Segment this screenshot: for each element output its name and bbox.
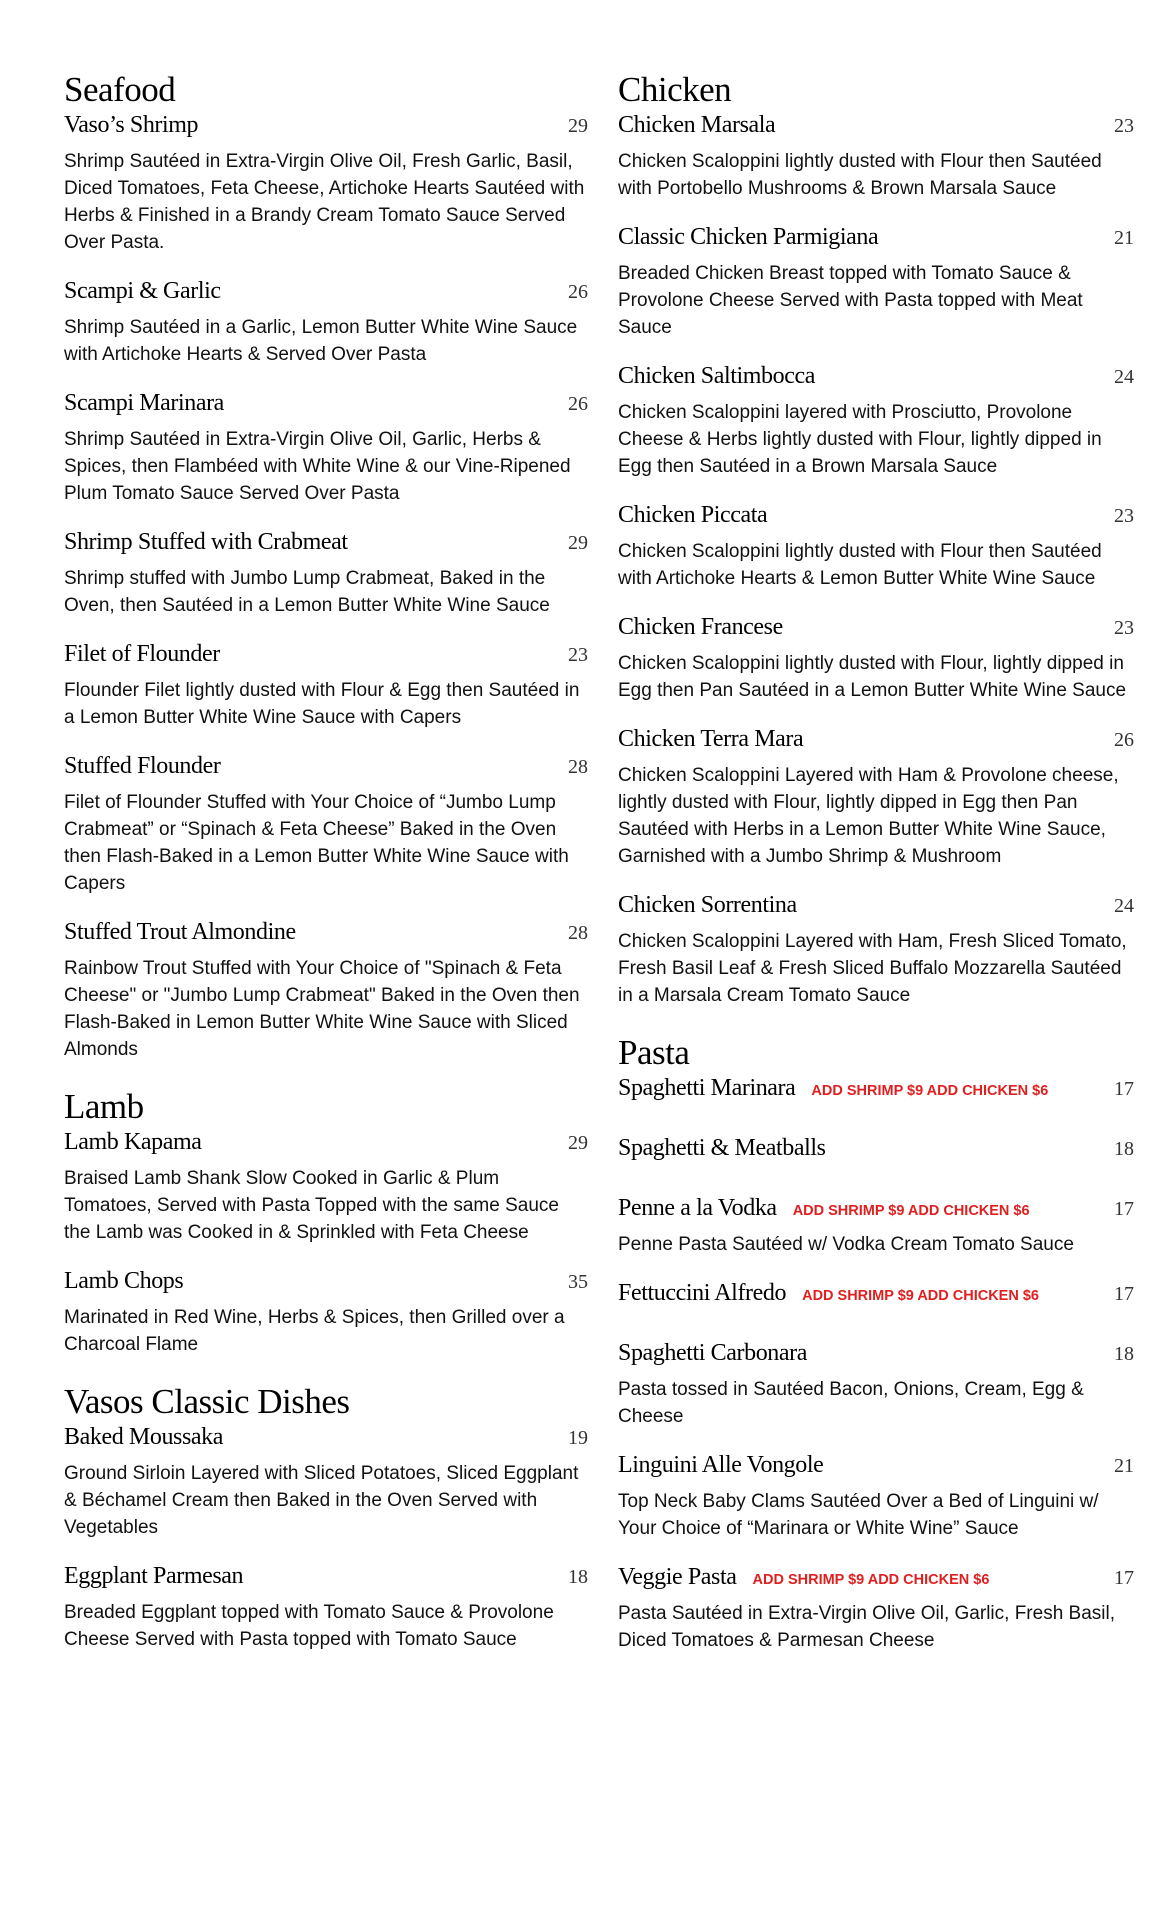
- section-title: Vasos Classic Dishes: [64, 1382, 350, 1421]
- menu-item: [618, 224, 1134, 341]
- menu-item: [618, 1195, 1134, 1258]
- menu-item-price: 26: [568, 281, 588, 303]
- menu-item-price: 29: [568, 1132, 588, 1154]
- menu-item-header: [618, 1280, 1134, 1316]
- menu-item-description: Chicken Scaloppini lightly dusted with Flour then Sautéed with Artichoke Hearts & Lemon Butter White Wine Sauce: [618, 541, 1102, 589]
- menu-item-name: Penne a la Vodka: [618, 1195, 777, 1221]
- menu-item: [618, 1564, 1134, 1654]
- menu-item-price: 28: [568, 756, 588, 778]
- menu-item-header: [618, 502, 1134, 538]
- menu-item-name: Filet of Flounder: [64, 641, 220, 667]
- menu-item-header: [618, 1564, 1134, 1600]
- menu-item-description: Rainbow Trout Stuffed with Your Choice of "Spinach & Feta Cheese" or "Jumbo Lump Crabmeat" Baked in the Oven then Flash-Baked in Lemon Butter White Wine Sauce with Sliced Almonds: [64, 958, 580, 1060]
- menu-item-header: [64, 529, 588, 565]
- menu-item-name: Lamb Kapama: [64, 1129, 202, 1155]
- menu-item-header: [618, 363, 1134, 399]
- menu-item-price: 35: [568, 1271, 588, 1293]
- menu-item-name: Baked Moussaka: [64, 1424, 224, 1450]
- menu-item-price: 28: [568, 922, 588, 944]
- section-lamb: [64, 1085, 588, 1358]
- menu-item-header: [618, 112, 1134, 148]
- menu-item-price: 24: [1114, 366, 1134, 388]
- menu-item: [64, 753, 588, 897]
- menu-item-header: [618, 1452, 1134, 1488]
- menu-item: [64, 529, 588, 619]
- menu-item: [618, 614, 1134, 704]
- menu-item-description: Chicken Scaloppini lightly dusted with Flour then Sautéed with Portobello Mushrooms & Brown Marsala Sauce: [618, 151, 1102, 199]
- menu-item-price: 17: [1114, 1078, 1134, 1100]
- menu-item-header: [618, 614, 1134, 650]
- menu-item-price: 24: [1114, 895, 1134, 917]
- menu-item-description: Filet of Flounder Stuffed with Your Choice of “Jumbo Lump Crabmeat” or “Spinach & Feta Cheese” Baked in the Oven then Flash-Baked in a Lemon Butter White Wine Sauce with Capers: [64, 792, 569, 894]
- menu-item-description: Chicken Scaloppini Layered with Ham & Provolone cheese, lightly dusted with Flour, lightly dipped in Egg then Pan Sautéed with Herbs in a Lemon Butter White Wine Sauce, Garnished with a Jumbo Shrimp & Mushroom: [618, 765, 1119, 867]
- section-title: Seafood: [64, 70, 176, 109]
- menu-item-header: [64, 641, 588, 677]
- left-column: [64, 68, 588, 1675]
- menu-item-description: Marinated in Red Wine, Herbs & Spices, then Grilled over a Charcoal Flame: [64, 1307, 565, 1355]
- menu-item-description: Pasta tossed in Sautéed Bacon, Onions, Cream, Egg & Cheese: [618, 1379, 1084, 1427]
- menu-item-description: Breaded Chicken Breast topped with Tomato Sauce & Provolone Cheese Served with Pasta topped with Meat Sauce: [618, 263, 1083, 338]
- menu-item: [618, 892, 1134, 1009]
- menu-item: [618, 1135, 1134, 1171]
- menu-item-description: Chicken Scaloppini layered with Prosciutto, Provolone Cheese & Herbs lightly dusted with Flour, lightly dipped in Egg then Sautéed in a Brown Marsala Sauce: [618, 402, 1102, 477]
- menu-item: [64, 641, 588, 731]
- section-title: Lamb: [64, 1087, 144, 1126]
- menu-item: [64, 1268, 588, 1358]
- menu-item-price: 29: [568, 115, 588, 137]
- menu-item-header: [618, 1135, 1134, 1171]
- menu-item-description: Shrimp Sautéed in a Garlic, Lemon Butter White Wine Sauce with Artichoke Hearts & Served Over Pasta: [64, 317, 578, 365]
- menu-item-description: Breaded Eggplant topped with Tomato Sauce & Provolone Cheese Served with Pasta topped with Tomato Sauce: [64, 1602, 554, 1650]
- menu-item-description: Shrimp Sautéed in Extra-Virgin Olive Oil, Garlic, Herbs & Spices, then Flambéed with White Wine & our Vine-Ripened Plum Tomato Sauce Served Over Pasta: [64, 429, 571, 504]
- menu-item-name: Veggie Pasta: [618, 1564, 737, 1590]
- menu-item-name: Shrimp Stuffed with Crabmeat: [64, 529, 348, 555]
- add-on-note: ADD SHRIMP $9 ADD CHICKEN $6: [792, 1203, 1030, 1219]
- menu-item-name: Lamb Chops: [64, 1268, 184, 1294]
- menu-item-description: Ground Sirloin Layered with Sliced Potatoes, Sliced Eggplant & Béchamel Cream then Baked in the Oven Served with Vegetables: [64, 1463, 579, 1538]
- menu-item-description: Top Neck Baby Clams Sautéed Over a Bed of Linguini w/ Your Choice of “Marinara or White Wine” Sauce: [618, 1491, 1099, 1539]
- menu-item: [64, 1563, 588, 1653]
- menu-item-header: [64, 1129, 588, 1165]
- menu-item-name: Spaghetti & Meatballs: [618, 1135, 826, 1161]
- menu-item: [618, 726, 1134, 870]
- menu-item-price: 18: [1114, 1343, 1134, 1365]
- menu-item-description: Penne Pasta Sautéed w/ Vodka Cream Tomato Sauce: [618, 1234, 1074, 1255]
- menu-item-price: 23: [1114, 505, 1134, 527]
- menu-item-name: Chicken Terra Mara: [618, 726, 804, 752]
- menu-item-description: Chicken Scaloppini Layered with Ham, Fresh Sliced Tomato, Fresh Basil Leaf & Fresh Sliced Buffalo Mozzarella Sautéed in a Marsala Cream Tomato Sauce: [618, 931, 1127, 1006]
- section-title: Pasta: [618, 1033, 690, 1072]
- menu-item-price: 17: [1114, 1567, 1134, 1589]
- menu-item-price: 23: [568, 644, 588, 666]
- add-on-note: ADD SHRIMP $9 ADD CHICKEN $6: [811, 1083, 1049, 1099]
- menu-item-header: [618, 1340, 1134, 1376]
- menu-item-description: Flounder Filet lightly dusted with Flour & Egg then Sautéed in a Lemon Butter White Wine Sauce with Capers: [64, 680, 580, 728]
- menu-item-price: 17: [1114, 1283, 1134, 1305]
- menu-item-name: Chicken Saltimbocca: [618, 363, 816, 389]
- menu-item-description: Braised Lamb Shank Slow Cooked in Garlic & Plum Tomatoes, Served with Pasta Topped with the same Sauce the Lamb was Cooked in & Sprinkled with Feta Cheese: [64, 1168, 559, 1243]
- add-on-note: ADD SHRIMP $9 ADD CHICKEN $6: [802, 1288, 1039, 1304]
- menu-item-price: 18: [568, 1566, 588, 1588]
- menu-item-price: 29: [568, 532, 588, 554]
- menu-item: [618, 1280, 1134, 1316]
- menu-item-name: Vaso’s Shrimp: [64, 112, 199, 138]
- menu-item-price: 21: [1114, 227, 1134, 249]
- menu-item-header: [618, 1195, 1134, 1231]
- menu-item: [64, 919, 588, 1063]
- menu-item-name: Chicken Marsala: [618, 112, 776, 138]
- menu-item: [618, 1452, 1134, 1542]
- menu-item-description: Shrimp stuffed with Jumbo Lump Crabmeat, Baked in the Oven, then Sautéed in a Lemon Butter White Wine Sauce: [64, 568, 550, 616]
- menu-item-header: [64, 278, 588, 314]
- menu-item-name: Chicken Francese: [618, 614, 783, 640]
- menu-item: [64, 1129, 588, 1246]
- menu-item: [618, 502, 1134, 592]
- menu-item-header: [64, 1268, 588, 1304]
- menu-item-name: Spaghetti Marinara: [618, 1075, 796, 1101]
- menu-item-price: 18: [1114, 1138, 1134, 1160]
- menu-item-name: Scampi & Garlic: [64, 278, 221, 304]
- menu-item-header: [64, 1563, 588, 1599]
- section-chicken: [618, 68, 1134, 1009]
- menu-item-name: Linguini Alle Vongole: [618, 1452, 824, 1478]
- menu-item-price: 17: [1114, 1198, 1134, 1220]
- menu-item-description: Pasta Sautéed in Extra-Virgin Olive Oil, Garlic, Fresh Basil, Diced Tomatoes & Parmesan Cheese: [618, 1603, 1116, 1651]
- menu-item-price: 19: [568, 1427, 588, 1449]
- menu-item: [64, 278, 588, 368]
- menu-item-header: [64, 1424, 588, 1460]
- menu-item-name: Stuffed Trout Almondine: [64, 919, 296, 945]
- section-vasos-classic-dishes: [64, 1380, 588, 1653]
- menu-item-header: [64, 753, 588, 789]
- menu-item-name: Stuffed Flounder: [64, 753, 221, 779]
- menu-item-name: Scampi Marinara: [64, 390, 224, 416]
- menu-item: [618, 1340, 1134, 1430]
- menu-item-name: Fettuccini Alfredo: [618, 1280, 787, 1306]
- menu-item-name: Classic Chicken Parmigiana: [618, 224, 879, 250]
- menu-item: [618, 1075, 1134, 1111]
- menu-item: [64, 112, 588, 256]
- menu-item-description: Shrimp Sautéed in Extra-Virgin Olive Oil, Fresh Garlic, Basil, Diced Tomatoes, Feta Cheese, Artichoke Hearts Sautéed with Herbs & Finished in a Brandy Cream Tomato Sauce Served Over Pasta.: [64, 151, 585, 253]
- add-on-note: ADD SHRIMP $9 ADD CHICKEN $6: [752, 1572, 990, 1588]
- menu-item-name: Spaghetti Carbonara: [618, 1340, 808, 1366]
- menu-item-price: 23: [1114, 617, 1134, 639]
- section-seafood: [64, 68, 588, 1063]
- menu-item: [618, 112, 1134, 202]
- menu-item: [64, 1424, 588, 1541]
- section-title: Chicken: [618, 70, 732, 109]
- menu-item-header: [618, 1075, 1134, 1111]
- menu-item: [618, 363, 1134, 480]
- menu-item-price: 26: [1114, 729, 1134, 751]
- menu-item-name: Chicken Sorrentina: [618, 892, 797, 918]
- menu-item-price: 21: [1114, 1455, 1134, 1477]
- menu-item-description: Chicken Scaloppini lightly dusted with Flour, lightly dipped in Egg then Pan Sautéed in a Lemon Butter White Wine Sauce: [618, 653, 1127, 701]
- right-column: [618, 68, 1134, 1676]
- menu-item-header: [618, 892, 1134, 928]
- section-pasta: [618, 1031, 1134, 1654]
- menu-item-price: 23: [1114, 115, 1134, 137]
- menu-item-header: [64, 390, 588, 426]
- menu-item-header: [64, 919, 588, 955]
- menu-item-name: Chicken Piccata: [618, 502, 768, 528]
- menu-item-header: [618, 726, 1134, 762]
- menu-item: [64, 390, 588, 507]
- menu-item-header: [618, 224, 1134, 260]
- menu-item-name: Eggplant Parmesan: [64, 1563, 244, 1589]
- menu-item-header: [64, 112, 588, 148]
- menu-item-price: 26: [568, 393, 588, 415]
